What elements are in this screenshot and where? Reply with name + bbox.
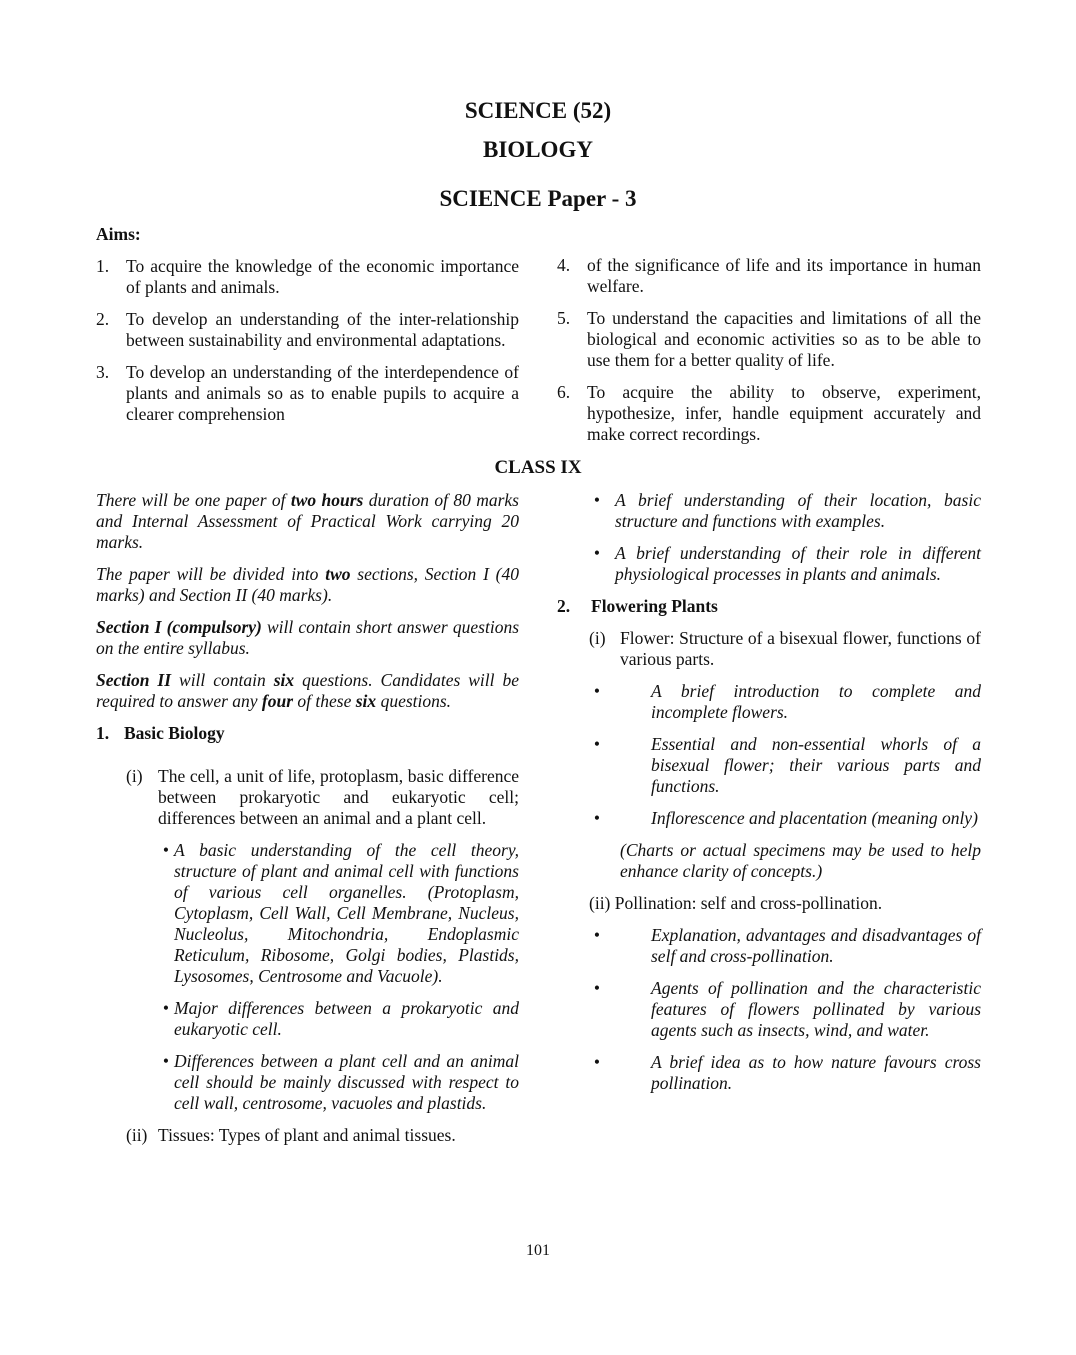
bullet-icon: • <box>593 1052 601 1072</box>
bullet-icon: • <box>162 840 170 860</box>
aim-number: 1. <box>96 256 110 276</box>
bullet-text: A brief idea as to how nature favours cross pollination. <box>651 1052 981 1093</box>
page-number: 101 <box>526 1242 550 1259</box>
bullet-text: A brief understanding of their location, basic structure and functions with examples. <box>615 490 981 531</box>
paper-title: SCIENCE Paper - 3 <box>439 186 637 211</box>
class-heading: CLASS IX <box>494 457 582 478</box>
subsection-number: (i) <box>589 628 606 648</box>
left-column <box>96 490 519 1146</box>
aim-text: To develop an understanding of the interdependence of plants and animals so as to enable pupils to acquire a clearer comprehension <box>126 362 519 424</box>
bullet-icon: • <box>593 681 601 701</box>
bullet-item <box>557 808 981 829</box>
aim-item <box>557 382 981 445</box>
bullet-icon: • <box>593 734 601 754</box>
bullet-item <box>557 925 981 967</box>
bullet-item <box>96 840 519 987</box>
aim-item <box>96 309 519 351</box>
document-title: SCIENCE (52) <box>464 98 612 123</box>
bullet-icon: • <box>162 998 170 1018</box>
aim-item <box>96 256 519 298</box>
bullet-item <box>557 1052 981 1094</box>
aim-number: 5. <box>557 308 571 328</box>
bullet-text: A brief understanding of their role in different physiological processes in plants and animals. <box>615 543 981 584</box>
bullet-icon: • <box>593 978 601 998</box>
intro-paragraph: The paper will be divided into two sections, Section I (40 marks) and Section II (40 marks). <box>96 564 519 605</box>
bullet-item <box>557 978 981 1041</box>
bullet-item <box>557 490 981 532</box>
aim-number: 3. <box>96 362 110 382</box>
aim-item <box>96 362 519 425</box>
bullet-icon: • <box>162 1051 170 1071</box>
aims-list-left <box>96 256 519 425</box>
bullet-icon: • <box>593 808 601 828</box>
subsection-item <box>557 628 981 670</box>
section-title: Basic Biology <box>124 723 225 743</box>
bullet-text: Explanation, advantages and disadvantages of self and cross-pollination. <box>651 925 981 966</box>
bullet-icon: • <box>593 925 601 945</box>
section-title: Flowering Plants <box>591 596 718 616</box>
bullet-text: Major differences between a prokaryotic and eukaryotic cell. <box>174 998 519 1039</box>
aim-text: To acquire the knowledge of the economic importance of plants and animals. <box>126 256 519 297</box>
aim-item <box>557 308 981 371</box>
subsection-number: (ii) <box>126 1125 148 1145</box>
bullet-text: A basic understanding of the cell theory, structure of plant and animal cell with functions of various cell organelles. (Protoplasm, Cytoplasm, Cell Wall, Cell Membrane, Nucleus, Nucleolus, Mitochondria, Endoplasmic Reticulum, Ribosome, Golgi bodies, Plastids, Lysosomes, Centrosome and Vacuole). <box>174 840 519 986</box>
aim-number: 6. <box>557 382 571 402</box>
aim-number: 2. <box>96 309 110 329</box>
intro-paragraph: Section II will contain six questions. Candidates will be required to answer any four of these six questions. <box>96 670 519 711</box>
aim-number: 4. <box>557 255 571 275</box>
subsection-text: (ii) Pollination: self and cross-pollination. <box>589 893 883 913</box>
bullet-text: Agents of pollination and the characteristic features of flowers pollinated by various agents such as insects, wind, and water. <box>651 978 981 1040</box>
bullet-text: Inflorescence and placentation (meaning only) <box>651 808 978 828</box>
section-heading <box>96 723 519 744</box>
bullet-item <box>557 543 981 585</box>
bullet-icon: • <box>593 490 601 510</box>
note-text: (Charts or actual specimens may be used to help enhance clarity of concepts.) <box>620 840 981 881</box>
section-number: 2. <box>557 596 571 616</box>
section-heading <box>557 596 981 617</box>
bullet-text: A brief introduction to complete and incomplete flowers. <box>651 681 981 722</box>
intro-paragraph: There will be one paper of two hours duration of 80 marks and Internal Assessment of Practical Work carrying 20 marks. <box>96 490 519 552</box>
bullet-text: Essential and non-essential whorls of a bisexual flower; their various parts and functions. <box>651 734 981 796</box>
bullet-item <box>557 681 981 723</box>
bullet-text: Differences between a plant cell and an animal cell should be mainly discussed with respect to cell wall, centrosome, vacuoles and plastids. <box>174 1051 519 1113</box>
aims-label: Aims: <box>96 224 141 244</box>
section-number: 1. <box>96 723 110 743</box>
aim-text: To acquire the ability to observe, experiment, hypothesize, infer, handle equipment accurately and make correct recordings. <box>587 382 981 444</box>
aim-text: of the significance of life and its importance in human welfare. <box>587 255 981 296</box>
subsection-item <box>96 1125 519 1146</box>
subsection-text: The cell, a unit of life, protoplasm, basic difference between prokaryotic and eukaryotic cell; differences between an animal and a plant cell. <box>158 766 519 828</box>
subsection-text: Flower: Structure of a bisexual flower, functions of various parts. <box>620 628 981 669</box>
intro-paragraph: Section I (compulsory) will contain short answer questions on the entire syllabus. <box>96 617 520 658</box>
right-column <box>557 490 981 1094</box>
subject-title: BIOLOGY <box>483 137 593 162</box>
aims-list-right <box>557 255 981 445</box>
subsection-text: Tissues: Types of plant and animal tissues. <box>158 1125 456 1145</box>
aim-text: To develop an understanding of the inter-relationship between sustainability and environmental adaptations. <box>126 309 519 350</box>
bullet-item <box>96 998 519 1040</box>
bullet-icon: • <box>593 543 601 563</box>
bullet-item <box>96 1051 519 1114</box>
aim-item <box>557 255 981 297</box>
subsection-number: (i) <box>126 766 143 786</box>
aim-text: To understand the capacities and limitations of all the biological and economic activities so as to be able to use them for a better quality of life. <box>587 308 981 370</box>
bullet-item <box>557 734 981 797</box>
subsection-item <box>96 755 519 829</box>
